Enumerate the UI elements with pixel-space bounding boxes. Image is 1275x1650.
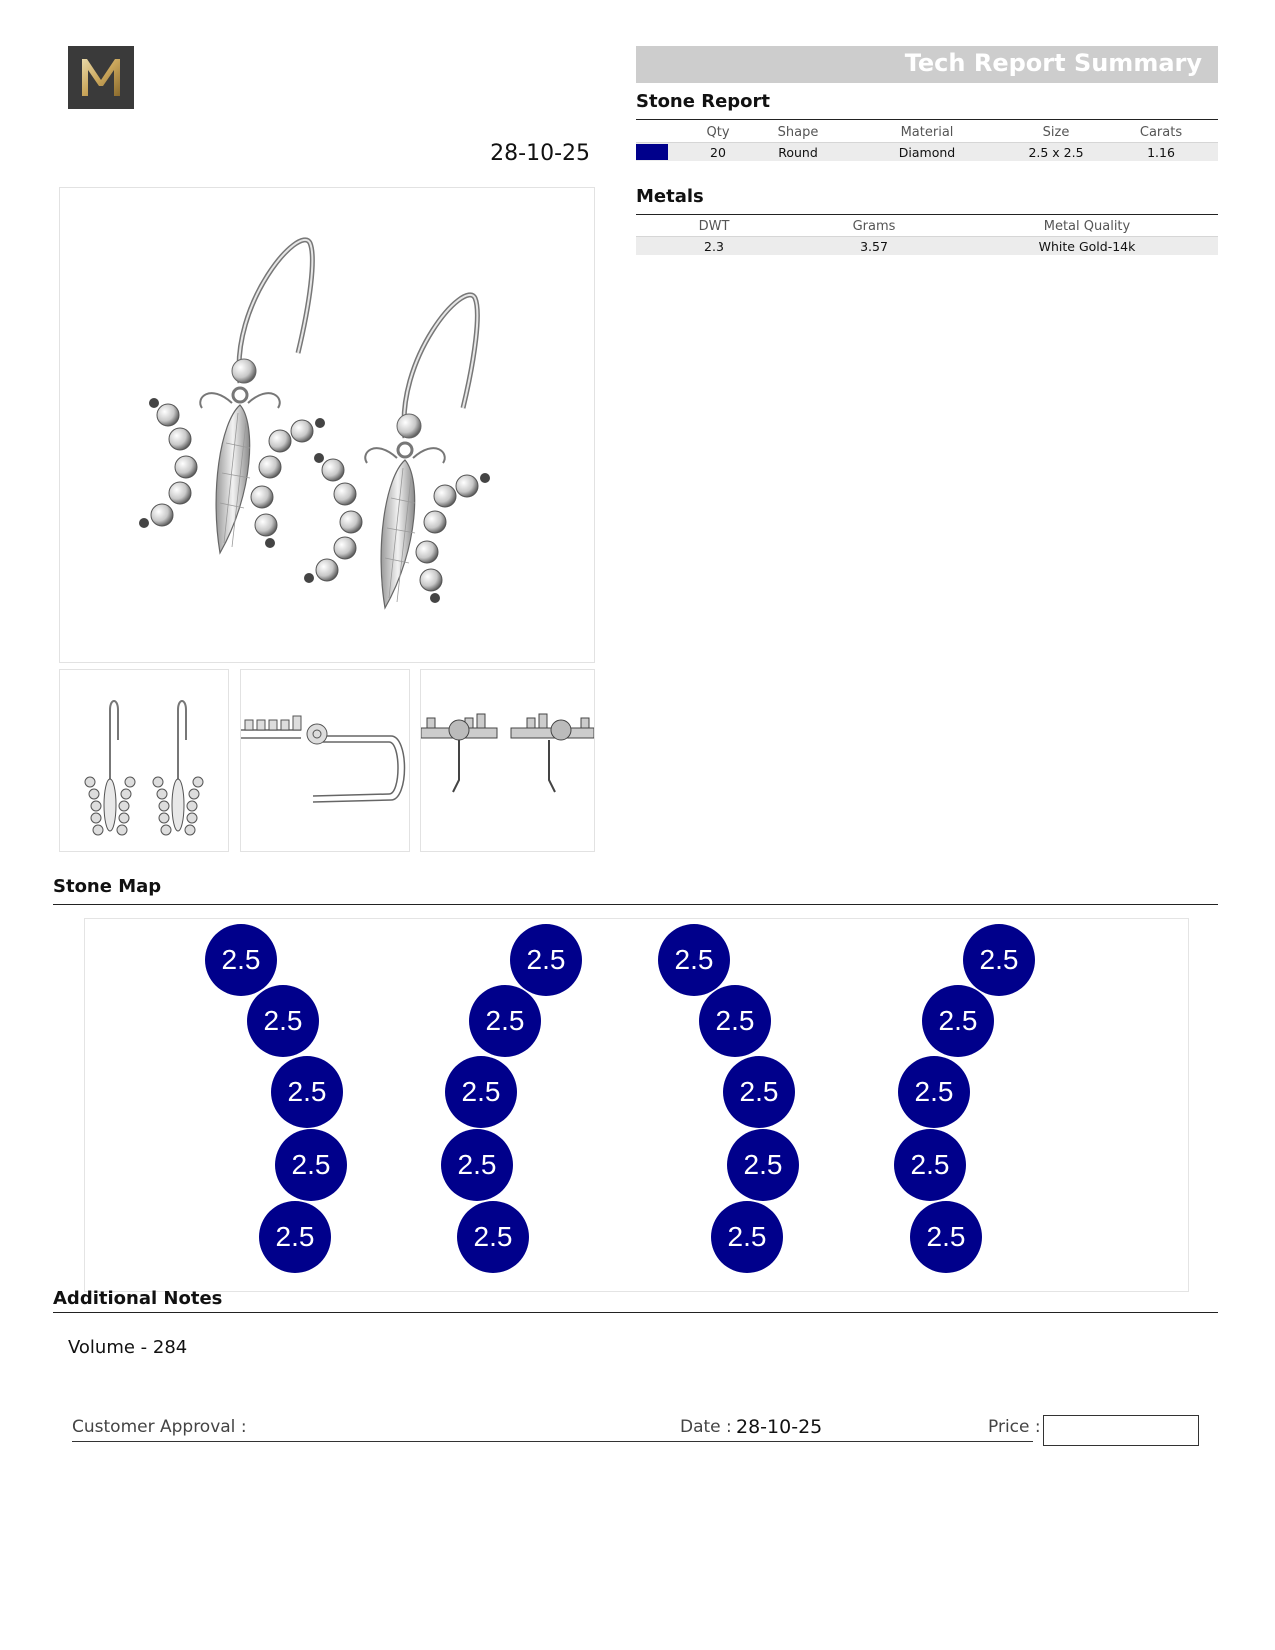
stone-marker: 2.5 bbox=[441, 1129, 513, 1201]
metal-dwt: 2.3 bbox=[636, 237, 792, 256]
stone-size: 2.5 x 2.5 bbox=[1008, 143, 1104, 162]
additional-notes-title: Additional Notes bbox=[53, 1288, 223, 1309]
stone-marker: 2.5 bbox=[963, 924, 1035, 996]
stone-marker: 2.5 bbox=[275, 1129, 347, 1201]
front-view-render bbox=[60, 670, 228, 851]
company-logo bbox=[68, 46, 134, 109]
col-shape: Shape bbox=[750, 122, 846, 143]
stone-marker: 2.5 bbox=[510, 924, 582, 996]
stone-marker: 2.5 bbox=[711, 1201, 783, 1273]
metals-table bbox=[636, 216, 1218, 255]
stone-marker: 2.5 bbox=[922, 985, 994, 1057]
stone-marker: 2.5 bbox=[658, 924, 730, 996]
metals-header-row bbox=[636, 216, 1218, 237]
stone-report-header-row bbox=[636, 122, 1218, 143]
report-title-bar bbox=[636, 46, 1218, 83]
stone-report-title: Stone Report bbox=[636, 91, 771, 112]
metals-rule bbox=[636, 214, 1218, 215]
metals-title: Metals bbox=[636, 186, 704, 207]
top-view-render bbox=[421, 670, 594, 851]
additional-notes-rule bbox=[53, 1312, 1218, 1313]
col-carats: Carats bbox=[1104, 122, 1218, 143]
stone-qty: 20 bbox=[686, 143, 750, 162]
report-date: 28-10-25 bbox=[490, 141, 590, 166]
thumbnail-top-view[interactable] bbox=[420, 669, 595, 852]
stone-marker: 2.5 bbox=[723, 1056, 795, 1128]
side-view-render bbox=[241, 670, 409, 851]
metal-grams: 3.57 bbox=[792, 237, 956, 256]
report-title: Tech Report Summary bbox=[904, 49, 1202, 77]
stone-marker: 2.5 bbox=[247, 985, 319, 1057]
butterfly-earrings-render bbox=[60, 188, 594, 662]
stone-marker: 2.5 bbox=[699, 985, 771, 1057]
stone-shape: Round bbox=[750, 143, 846, 162]
approval-date-label: Date : bbox=[680, 1417, 732, 1437]
stone-marker: 2.5 bbox=[894, 1129, 966, 1201]
stone-report-table bbox=[636, 122, 1218, 161]
stone-color-swatch bbox=[636, 144, 668, 160]
main-product-image bbox=[59, 187, 595, 663]
signature-line[interactable] bbox=[72, 1441, 1033, 1442]
stone-marker: 2.5 bbox=[259, 1201, 331, 1273]
stone-marker: 2.5 bbox=[469, 985, 541, 1057]
stone-marker: 2.5 bbox=[445, 1056, 517, 1128]
table-row bbox=[636, 143, 1218, 162]
thumbnail-side-view[interactable] bbox=[240, 669, 410, 852]
customer-approval-label: Customer Approval : bbox=[72, 1417, 247, 1437]
col-qty: Qty bbox=[686, 122, 750, 143]
col-grams: Grams bbox=[792, 216, 956, 237]
col-size: Size bbox=[1008, 122, 1104, 143]
stone-marker: 2.5 bbox=[205, 924, 277, 996]
price-input[interactable] bbox=[1043, 1415, 1199, 1446]
stone-map-rule bbox=[53, 904, 1218, 905]
stone-marker: 2.5 bbox=[271, 1056, 343, 1128]
stone-material: Diamond bbox=[846, 143, 1008, 162]
approval-date-value: 28-10-25 bbox=[736, 1416, 823, 1438]
col-material: Material bbox=[846, 122, 1008, 143]
stone-map-title: Stone Map bbox=[53, 876, 162, 897]
table-row bbox=[636, 237, 1218, 256]
thumbnail-front-view[interactable] bbox=[59, 669, 229, 852]
col-metal-quality: Metal Quality bbox=[956, 216, 1218, 237]
stone-marker: 2.5 bbox=[910, 1201, 982, 1273]
price-label: Price : bbox=[988, 1417, 1041, 1437]
col-dwt: DWT bbox=[636, 216, 792, 237]
stone-marker: 2.5 bbox=[898, 1056, 970, 1128]
stone-marker: 2.5 bbox=[727, 1129, 799, 1201]
metal-quality: White Gold-14k bbox=[956, 237, 1218, 256]
notes-text: Volume - 284 bbox=[68, 1337, 188, 1358]
stone-map bbox=[84, 918, 1189, 1292]
stone-marker: 2.5 bbox=[457, 1201, 529, 1273]
stone-report-rule bbox=[636, 119, 1218, 120]
stone-carats: 1.16 bbox=[1104, 143, 1218, 162]
